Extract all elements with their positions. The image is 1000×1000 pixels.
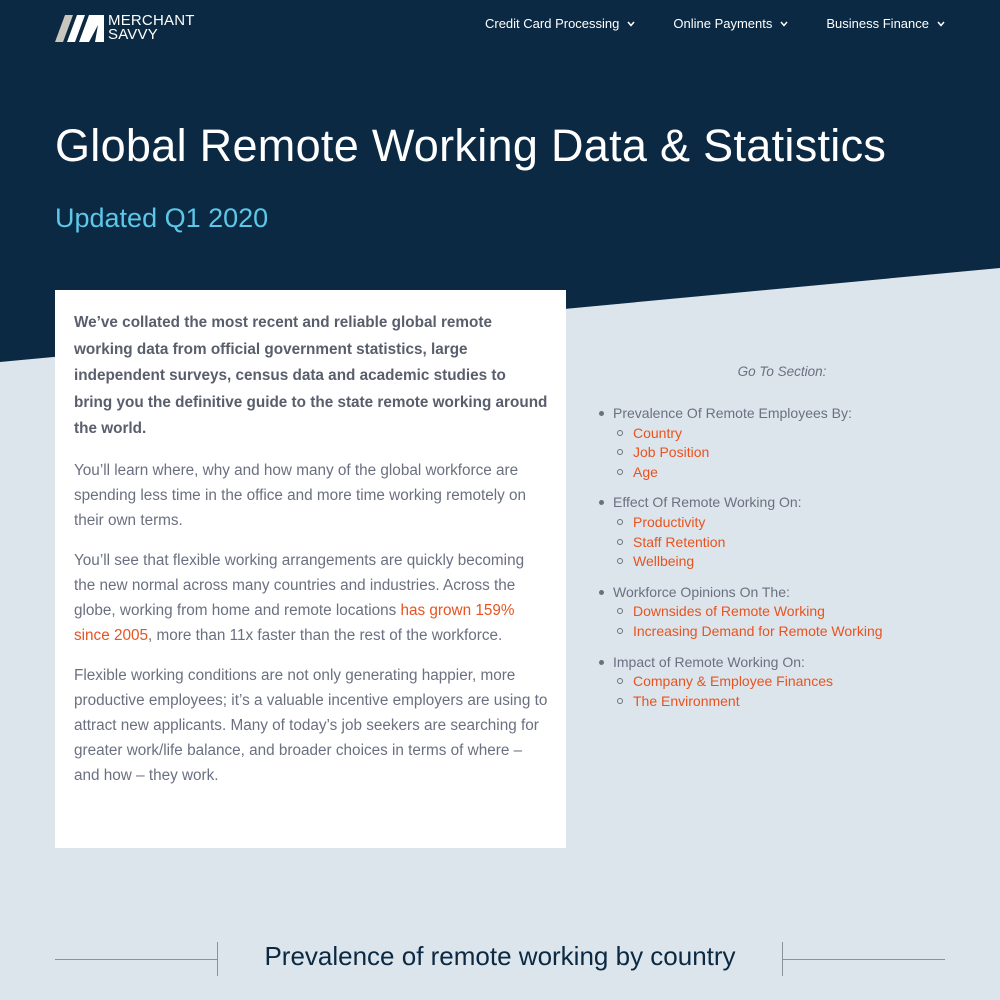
- toc-link-country[interactable]: Country: [633, 424, 683, 441]
- toc-sublist: [613, 602, 957, 641]
- toc-group-label: Effect Of Remote Working On:: [613, 494, 802, 511]
- list-item: [613, 552, 957, 572]
- main-nav: [447, 16, 945, 31]
- chevron-down-icon: [780, 21, 788, 27]
- toc-group-label: Workforce Opinions On The:: [613, 583, 790, 600]
- intro-paragraph-2: You’ll learn where, why and how many of the global workforce are spending less time in the office and more time working remotely on their own terms.: [74, 461, 527, 529]
- section-header: [55, 942, 945, 976]
- nav-label: Business Finance: [826, 16, 929, 31]
- toc-group-impact: [597, 653, 957, 712]
- logo-line-1: MERCHANT: [108, 12, 195, 29]
- toc-link-wellbeing[interactable]: Wellbeing: [633, 553, 695, 570]
- toc-sublist: [613, 672, 957, 711]
- merchant-savvy-logo[interactable]: [55, 13, 195, 43]
- toc-link-productivity[interactable]: Productivity: [633, 513, 706, 530]
- logo-wordmark: [108, 14, 195, 42]
- table-of-contents: [597, 364, 957, 722]
- list-item: [613, 602, 957, 622]
- list-item: [613, 463, 957, 483]
- list-item: [613, 424, 957, 444]
- toc-group-effect: [597, 493, 957, 571]
- toc-link-staff-retention[interactable]: Staff Retention: [633, 533, 726, 550]
- toc-link-environment[interactable]: The Environment: [633, 692, 740, 709]
- growth-stat-link[interactable]: has grown 159% since 2005: [74, 601, 515, 644]
- page-title: Global Remote Working Data & Statistics: [55, 120, 887, 171]
- divider-right: [782, 959, 945, 960]
- list-item: [613, 672, 957, 692]
- intro-paragraph-4: Flexible working conditions are not only generating happier, more productive employees; it’s a valuable incentive employers are using to attract new applicants. Many of today’s job seekers are searching for greater work/life balance, and broader choices in terms of where – and how – they work.: [74, 666, 548, 784]
- page-subtitle: Updated Q1 2020: [55, 203, 269, 233]
- list-item: [613, 533, 957, 553]
- toc-link-downsides[interactable]: Downsides of Remote Working: [633, 603, 825, 620]
- nav-business-finance[interactable]: [826, 16, 945, 31]
- toc-group-label: Impact of Remote Working On:: [613, 653, 805, 670]
- list-item: [613, 622, 957, 642]
- list-item: [613, 513, 957, 533]
- logo-line-2: SAVVY: [108, 26, 158, 43]
- intro-paragraph-3: [74, 548, 548, 648]
- toc-group-prevalence: [597, 404, 957, 482]
- nav-label: Online Payments: [673, 16, 773, 31]
- intro-card: [55, 290, 566, 848]
- paragraph-text: , more than 11x faster than the rest of the workforce.: [148, 626, 503, 644]
- toc-link-finances[interactable]: Company & Employee Finances: [633, 673, 833, 690]
- chevron-down-icon: [627, 21, 635, 27]
- section-title: Prevalence of remote working by country: [264, 941, 736, 971]
- toc-group-label: Prevalence Of Remote Employees By:: [613, 405, 852, 421]
- logo-mark-icon: [55, 13, 105, 43]
- nav-label: Credit Card Processing: [484, 16, 620, 31]
- chevron-down-icon: [937, 21, 945, 27]
- toc-sublist: [613, 424, 957, 483]
- toc-group-opinions: [597, 583, 957, 642]
- intro-lead-paragraph: We’ve collated the most recent and reliable global remote working data from official government statistics, large independent surveys, census data and academic studies to bring you the definitive guide to the state remote working around the world.: [74, 314, 548, 437]
- toc-sublist: [613, 513, 957, 572]
- nav-online-payments[interactable]: [673, 16, 788, 31]
- list-item: [613, 692, 957, 712]
- paragraph-text: You’ll see that flexible working arrangements are quickly becoming the new normal across many countries and industries. Across the globe, working from home and remote locations: [74, 551, 525, 619]
- list-item: [613, 443, 957, 463]
- toc-link-age[interactable]: Age: [633, 463, 658, 480]
- toc-link-increasing-demand[interactable]: Increasing Demand for Remote Working: [633, 622, 883, 639]
- nav-credit-card-processing[interactable]: [485, 16, 635, 31]
- toc-heading: Go To Section:: [737, 364, 827, 379]
- toc-link-job-position[interactable]: Job Position: [633, 444, 710, 461]
